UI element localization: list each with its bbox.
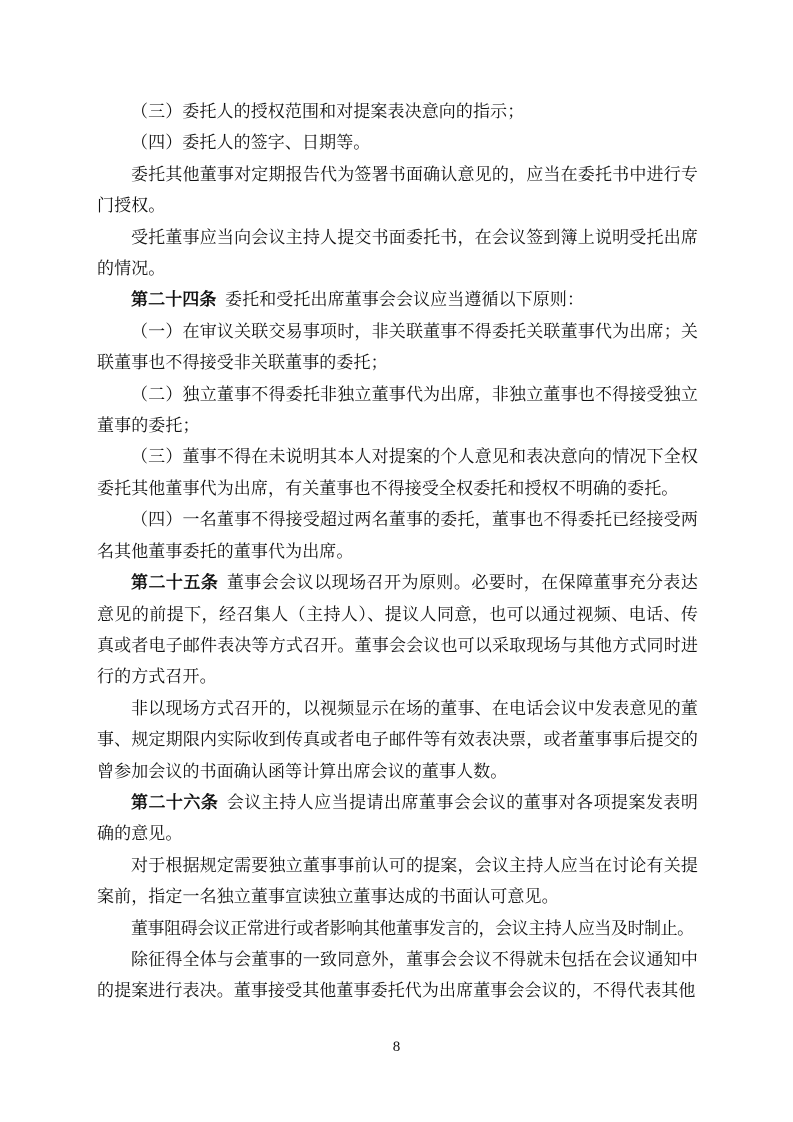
paragraph: （四）委托人的签字、日期等。	[131, 133, 371, 153]
article-number: 第二十六条	[131, 792, 219, 812]
article-number: 第二十四条	[131, 290, 217, 310]
paragraph: 受托董事应当向会议主持人提交书面委托书，在会议签到簿上说明受托出席的情况。	[97, 227, 698, 279]
article-text: 董事会会议以现场召开为原则。必要时，在保障董事充分表达意见的前提下，经召集人（主持人）、提议人同意，也可以通过视频、电话、传真或者电子邮件表决等方式召开。董事会会议也可以采取现场与其他方式同时进行的方式召开。	[97, 573, 699, 687]
paragraph: （三）委托人的授权范围和对提案表决意向的指示；	[131, 102, 525, 121]
page-number: 8	[392, 1039, 401, 1055]
document-body	[97, 96, 698, 1007]
paragraph: （一）在审议关联交易事项时，非关联董事不得委托关联董事代为出席；关联董事也不得接受非关联董事的委托；	[97, 321, 698, 373]
paragraph-article-25	[97, 567, 698, 693]
paragraph: 委托其他董事对定期报告代为签署书面确认意见的，应当在委托书中进行专门授权。	[97, 164, 698, 216]
article-number: 第二十五条	[131, 573, 219, 593]
paragraph: 对于根据规定需要独立董事事前认可的提案，会议主持人应当在讨论有关提案前，指定一名独立董事宣读独立董事达成的书面认可意见。	[97, 855, 698, 907]
article-text: 委托和受托出席董事会会议应当遵循以下原则：	[225, 290, 585, 310]
paragraph: （三）董事不得在未说明其本人对提案的个人意见和表决意向的情况下全权委托其他董事代为出席，有关董事也不得接受全权委托和授权不明确的委托。	[97, 447, 698, 498]
paragraph-article-26	[97, 787, 698, 850]
paragraph: 除征得全体与会董事的一致同意外，董事会会议不得就未包括在会议通知中的提案进行表决。董事接受其他董事委托代为出席董事会会议的，不得代表其他	[97, 949, 698, 1001]
paragraph: （四）一名董事不得接受超过两名董事的委托，董事也不得委托已经接受两名其他董事委托的董事代为出席。	[97, 510, 698, 561]
paragraph-article-24	[97, 284, 698, 315]
paragraph: 非以现场方式召开的，以视频显示在场的董事、在电话会议中发表意见的董事、规定期限内实际收到传真或者电子邮件等有效表决票，或者董事事后提交的曾参加会议的书面确认函等计算出席会议的董事人数。	[97, 698, 698, 781]
article-text: 会议主持人应当提请出席董事会会议的董事对各项提案发表明确的意见。	[97, 792, 699, 844]
paragraph: （二）独立董事不得委托非独立董事代为出席，非独立董事也不得接受独立董事的委托；	[97, 384, 698, 436]
paragraph: 董事阻碍会议正常进行或者影响其他董事发言的，会议主持人应当及时制止。	[131, 918, 694, 938]
